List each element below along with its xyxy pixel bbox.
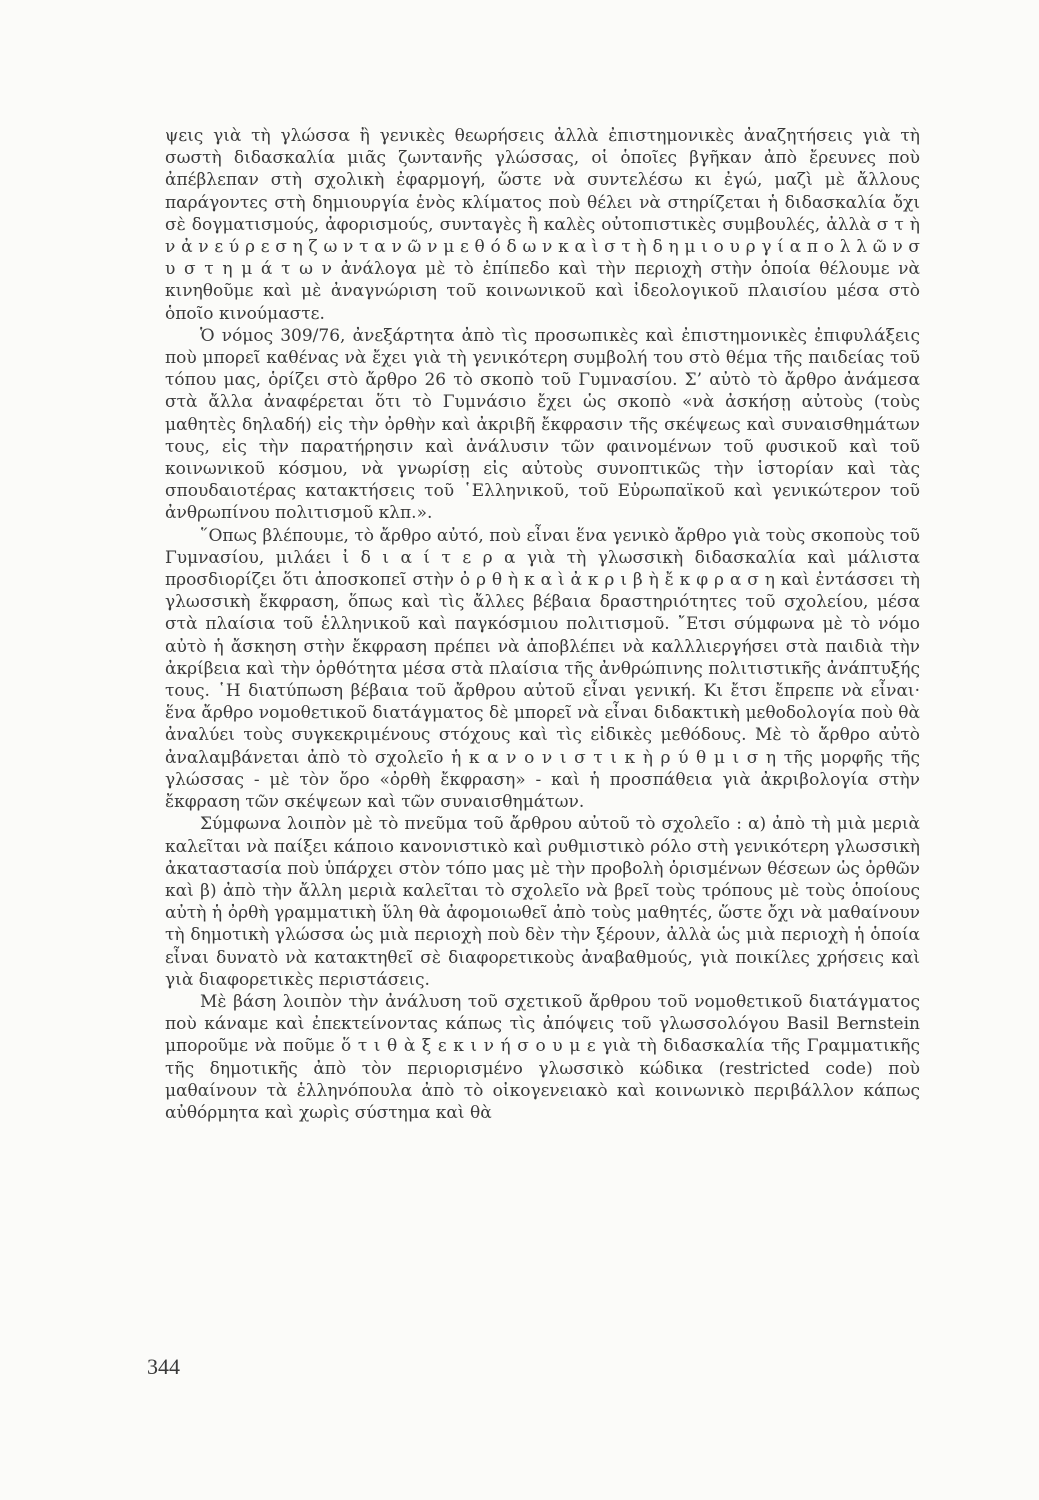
paragraph-2: Ὁ νόμος 309/76, ἀνεξάρτητα ἀπὸ τὶς προσωπικὲς καὶ ἐπιστημονικὲς ἐπιφυλάξεις ποὺ μπορεῖ καθένας νὰ ἔχει γιὰ τὴ γενικότερη συμβολή του στὸ θέμα τῆς παιδείας τοῦ τόπου μας, ὁρίζει στὸ ἄρθρο 26 τὸ σκοπὸ τοῦ Γυμνασίου. Σ’ αὐτὸ τὸ ἄρθρο ἀνάμεσα στὰ ἄλλα ἀναφέρεται ὅτι τὸ Γυμνάσιο ἔχει ὡς σκοπὸ «νὰ ἀσκήσῃ αὐτοὺς (τοὺς μαθητὲς δηλαδή) εἰς τὴν ὀρθὴν καὶ ἀκριβῆ ἔκφρασιν τῆς σκέψεως καὶ συναισθημάτων τους, εἰς τὴν παρατήρησιν καὶ ἀνάλυσιν τῶν φαινομένων τοῦ φυσικοῦ καὶ τοῦ κοινωνικοῦ κόσμου, νὰ γνωρίσῃ εἰς αὐτοὺς συνοπτικῶς τὴν ἱστορίαν καὶ τὰς σπουδαιοτέρας κατακτήσεις τοῦ ῾Ελληνικοῦ, τοῦ Εὐρωπαϊκοῦ καὶ γενικώτερον τοῦ ἀνθρωπίνου πολιτισμοῦ κλπ.». [165,325,920,524]
paragraph-4: Σύμφωνα λοιπὸν μὲ τὸ πνεῦμα τοῦ ἄρθρου αὐτοῦ τὸ σχολεῖο : α) ἀπὸ τὴ μιὰ μεριὰ καλεῖται νὰ παίξει κάποιο κανονιστικὸ καὶ ρυθμιστικὸ ρόλο στὴ γενικότερη γλωσσικὴ ἀκαταστασία ποὺ ὑπάρχει στὸν τόπο μας μὲ τὴν προβολὴ ὁρισμένων θέσεων ὡς ὀρθῶν καὶ β) ἀπὸ τὴν ἄλλη μεριὰ καλεῖται τὸ σχολεῖο νὰ βρεῖ τοὺς τρόπους μὲ τοὺς ὁποίους αὐτὴ ἡ ὀρθὴ γραμματικὴ ὕλη θὰ ἀφομοιωθεῖ ἀπὸ τοὺς μαθητές, ὥστε ὄχι νὰ μαθαίνουν τὴ δημοτικὴ γλώσσα ὡς μιὰ περιοχὴ ποὺ δὲν τὴν ξέρουν, ἀλλὰ ὡς μιὰ περιοχὴ ἡ ὁποία εἶναι δυνατὸ νὰ κατακτηθεῖ σὲ διαφορετικοὺς ἀναβαθμούς, γιὰ ποικίλες χρήσεις καὶ γιὰ διαφορετικὲς περιστάσεις. [165,814,920,990]
body-text [165,125,920,1124]
paragraph-3: ῞Οπως βλέπουμε, τὸ ἄρθρο αὐτό, ποὺ εἶναι ἕνα γενικὸ ἄρθρο γιὰ τοὺς σκοποὺς τοῦ Γυμνασίου, μιλάει ἰ δ ι α ί τ ε ρ α γιὰ τὴ γλωσσικὴ διδασκαλία καὶ μάλιστα προσδιορίζει ὅτι ἀποσκοπεῖ στὴν ὀ ρ θ ὴ κ α ὶ ἀ κ ρ ι β ὴ ἔ κ φ ρ α σ η καὶ ἐντάσσει τὴ γλωσσικὴ ἔκφραση, ὅπως καὶ τὶς ἄλλες βέβαια δραστηριότητες τοῦ σχολείου, μέσα στὰ πλαίσια τοῦ ἑλληνικοῦ καὶ παγκόσμιου πολιτισμοῦ. ῎Ετσι σύμφωνα μὲ τὸ νόμο αὐτὸ ἡ ἄσκηση στὴν ἔκφραση πρέπει νὰ ἀποβλέπει νὰ καλλλιεργήσει στὰ παιδιὰ τὴν ἀκρίβεια καὶ τὴν ὀρθότητα μέσα στὰ πλαίσια τῆς ἀνθρώπινης πολιτιστικῆς ἀνάπτυξής τους. ῾Η διατύπωση βέβαια τοῦ ἄρθρου αὐτοῦ εἶναι γενική. Κι ἔτσι ἔπρεπε νὰ εἶναι· ἕνα ἄρθρο νομοθετικοῦ διατάγματος δὲ μπορεῖ νὰ εἶναι διδακτικὴ μεθοδολογία ποὺ θὰ ἀναλύει τοὺς συγκεκριμένους στόχους καὶ τὶς εἰδικὲς μεθόδους. Μὲ τὸ ἄρθρο αὐτὸ ἀναλαμβάνεται ἀπὸ τὸ σχολεῖο ἡ κ α ν ο ν ι σ τ ι κ ὴ ρ ύ θ μ ι σ η τῆς μορφῆς τῆς γλώσσας - μὲ τὸν ὅρο «ὀρθὴ ἔκφραση» - καὶ ἡ προσπάθεια γιὰ ἀκριβολογία στὴν ἔκφραση τῶν σκέψεων καὶ τῶν συναισθημάτων. [165,525,920,813]
page-number: 344 [147,1354,180,1379]
paragraph-1: ψεις γιὰ τὴ γλώσσα ἢ γενικὲς θεωρήσεις ἀλλὰ ἐπιστημονικὲς ἀναζητήσεις γιὰ τὴ σωστὴ διδασκαλία μιᾶς ζωντανῆς γλώσσας, οἱ ὁποῖες βγῆκαν ἀπὸ ἔρευνες ποὺ ἀπέβλεπαν στὴ σχολικὴ ἐφαρμογή, ὥστε νὰ συντελέσω κι ἐγώ, μαζὶ μὲ ἄλλους παράγοντες στὴ δημιουργία ἑνὸς κλίματος ποὺ θέλει νὰ στηρίζεται ἡ διδασκαλία ὄχι σὲ δογματισμούς, ἀφορισμούς, συνταγὲς ἢ καλὲς οὐτοπιστικὲς συμβουλές, ἀλλὰ σ τ ὴ ν ἀ ν ε ύ ρ ε σ η ζ ω ν τ α ν ῶ ν μ ε θ ό δ ω ν κ α ὶ σ τ ὴ δ η μ ι ο υ ρ γ ί α π ο λ λ ῶ ν σ υ σ τ η μ ά τ ω ν ἀνάλογα μὲ τὸ ἐπίπεδο καὶ τὴν περιοχὴ στὴν ὁποία θέλουμε νὰ κινηθοῦμε καὶ μὲ ἀναγνώριση τοῦ κοινωνικοῦ καὶ ἰδεολογικοῦ πλαισίου μέσα στὸ ὁποῖο κινούμαστε. [165,126,920,324]
paragraph-5: Μὲ βάση λοιπὸν τὴν ἀνάλυση τοῦ σχετικοῦ ἄρθρου τοῦ νομοθετικοῦ διατάγματος ποὺ κάναμε καὶ ἐπεκτείνοντας κάπως τὶς ἀπόψεις τοῦ γλωσσολόγου Basil Bernstein μποροῦμε νὰ ποῦμε ὅ τ ι θ ὰ ξ ε κ ι ν ή σ ο υ μ ε γιὰ τὴ διδασκαλία τῆς Γραμματικῆς τῆς δημοτικῆς ἀπὸ τὸν περιορισμένο γλωσσικὸ κώδικα (restricted code) ποὺ μαθαίνουν τὰ ἑλληνόπουλα ἀπὸ τὸ οἰκογενειακὸ καὶ κοινωνικὸ περιβάλλον κάπως αὐθόρμητα καὶ χωρὶς σύστημα καὶ θὰ [165,991,920,1123]
